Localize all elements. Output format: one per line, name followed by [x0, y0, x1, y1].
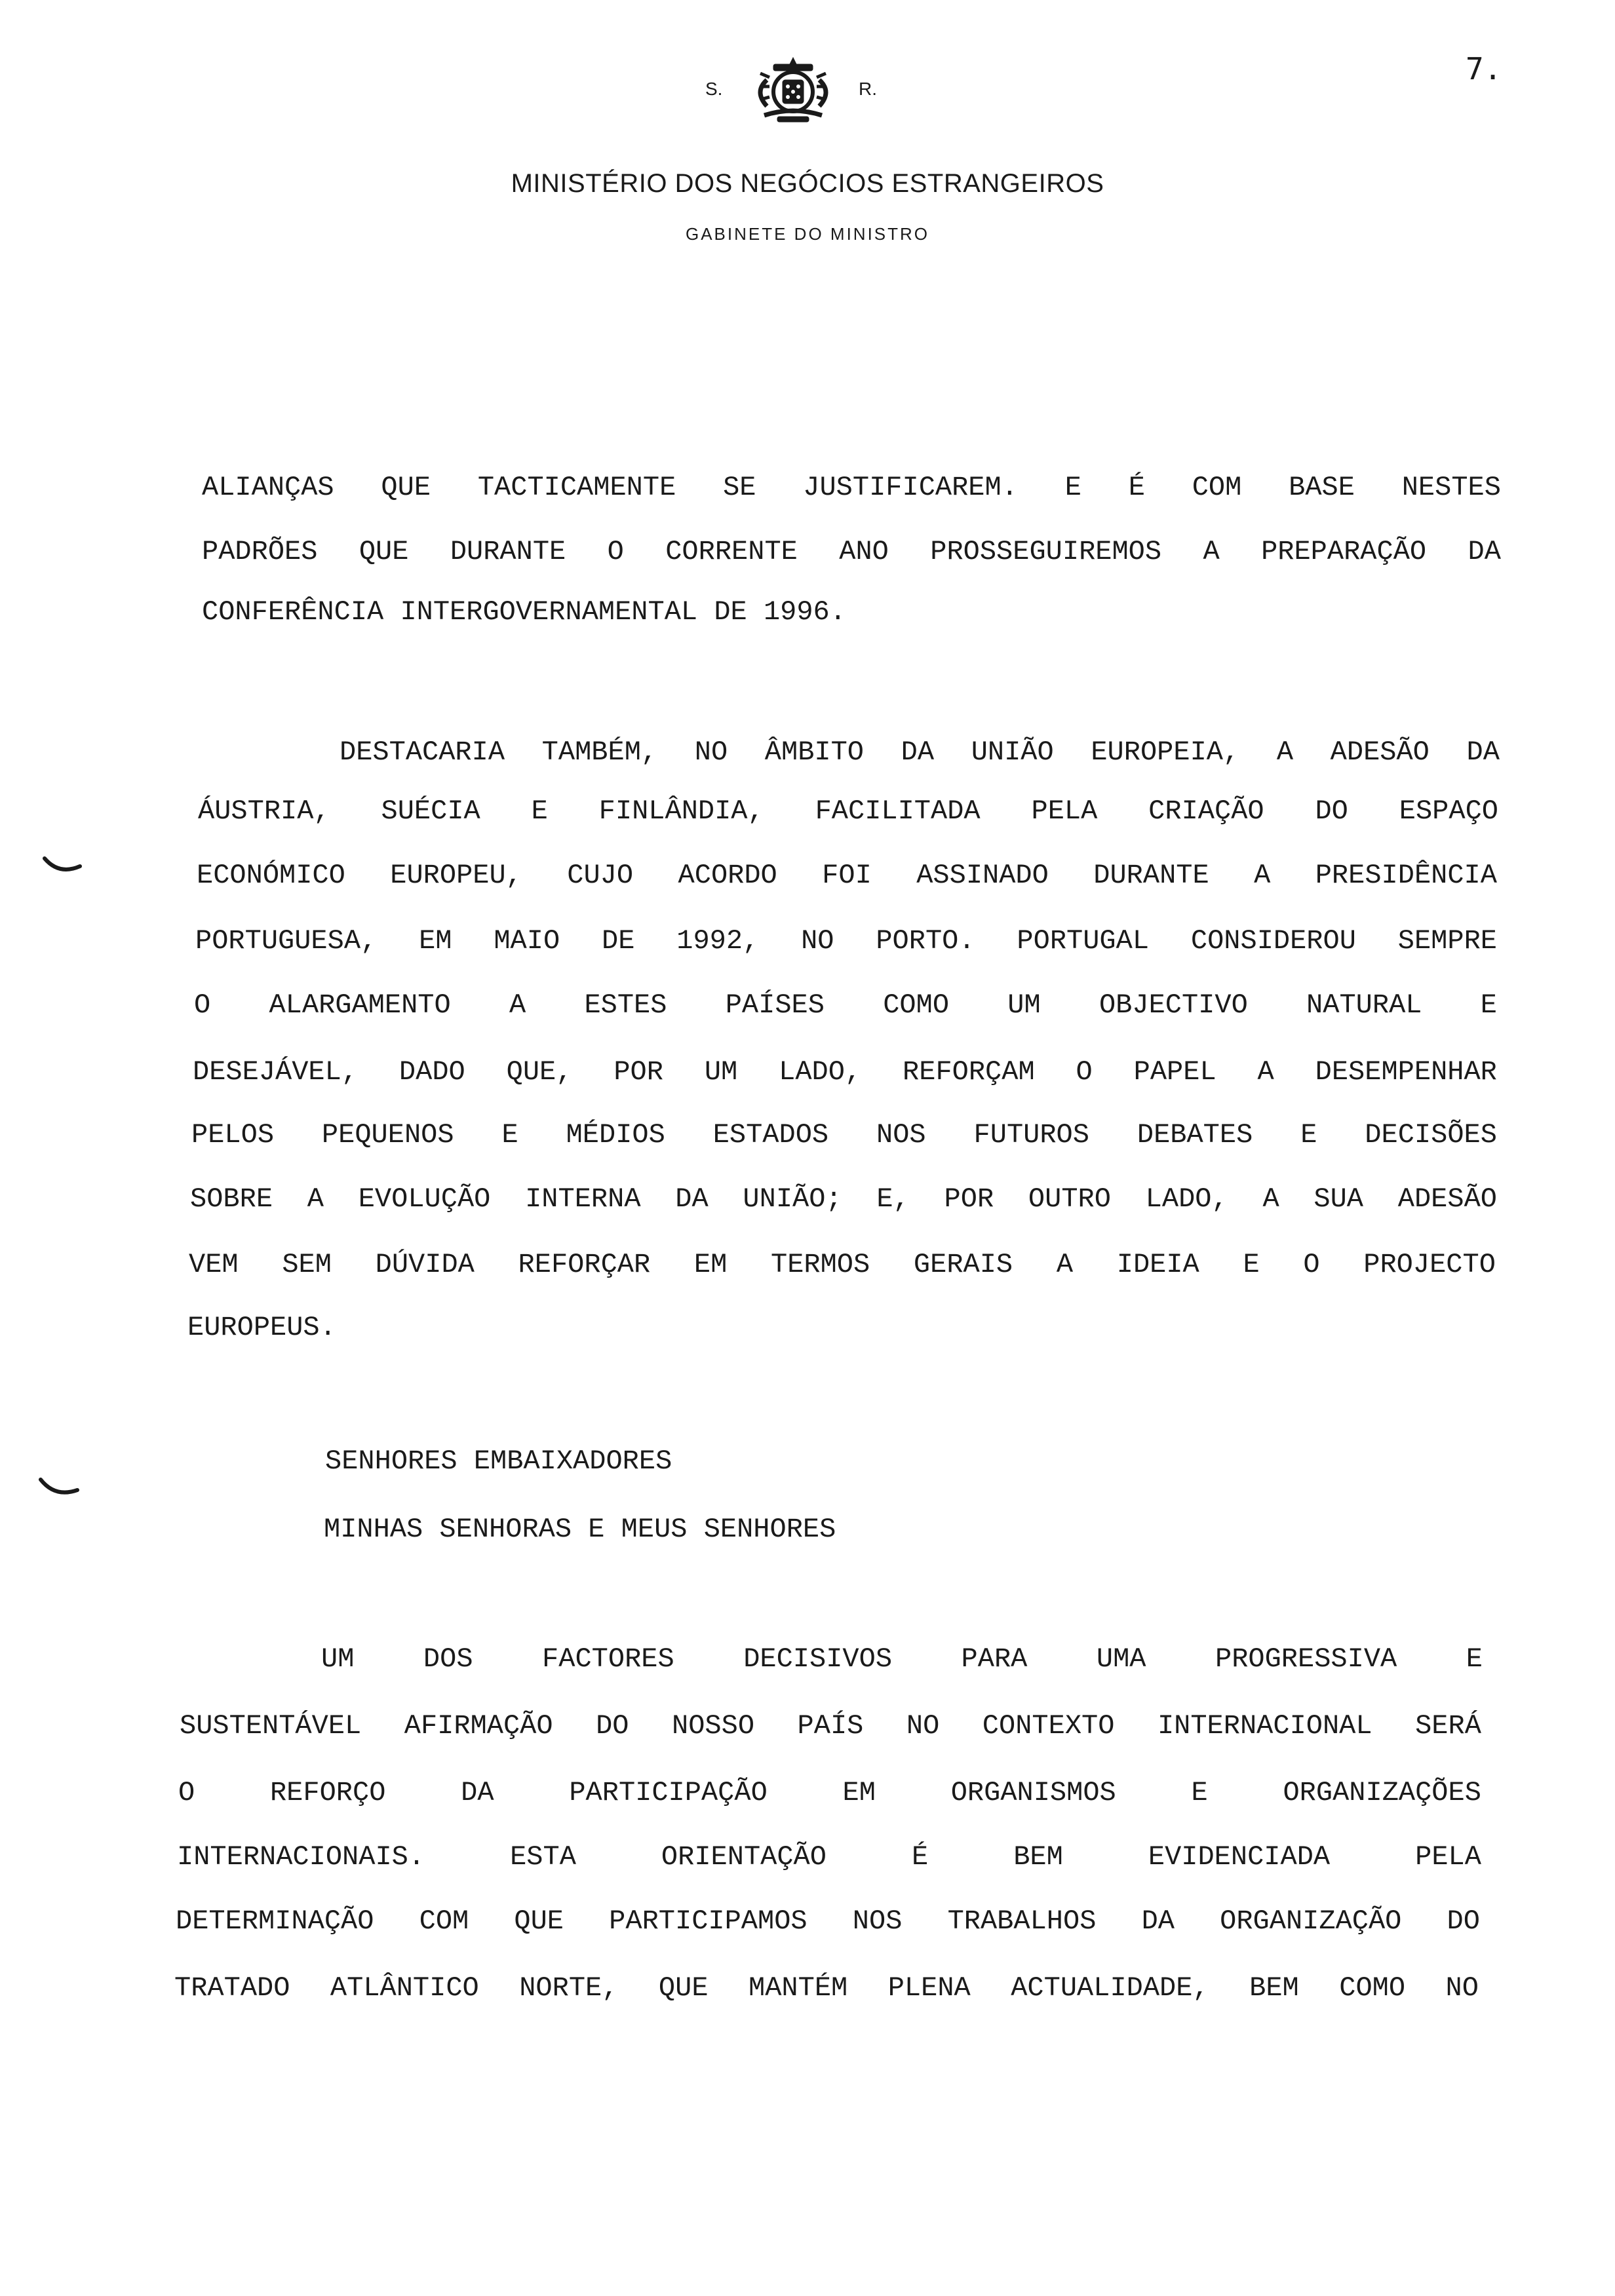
salutation-line: MINHAS SENHORAS E MEUS SENHORES — [324, 1514, 836, 1545]
coat-of-arms-icon — [741, 54, 846, 126]
paragraph-line: ECONÓMICO EUROPEU, CUJO ACORDO FOI ASSINADO DURANTE A PRESIDÊNCIA — [197, 860, 1497, 891]
paragraph-line: VEM SEM DÚVIDA REFORÇAR EM TERMOS GERAIS A IDEIA E O PROJECTO — [189, 1249, 1496, 1280]
paragraph-line: INTERNACIONAIS. ESTA ORIENTAÇÃO É BEM EVIDENCIADA PELA — [177, 1841, 1481, 1873]
margin-mark-icon — [39, 852, 85, 878]
paragraph-line: SUSTENTÁVEL AFIRMAÇÃO DO NOSSO PAÍS NO CONTEXTO INTERNACIONAL SERÁ — [180, 1710, 1481, 1742]
paragraph-line: TRATADO ATLÂNTICO NORTE, QUE MANTÉM PLENA ACTUALIDADE, BEM COMO NO — [174, 1972, 1479, 2004]
paragraph-line: UM DOS FACTORES DECISIVOS PARA UMA PROGRESSIVA E — [321, 1643, 1483, 1675]
margin-mark-icon — [35, 1474, 81, 1501]
paragraph-line: O REFORÇO DA PARTICIPAÇÃO EM ORGANISMOS E ORGANIZAÇÕES — [178, 1777, 1481, 1808]
paragraph-line: PELOS PEQUENOS E MÉDIOS ESTADOS NOS FUTUROS DEBATES E DECISÕES — [191, 1119, 1497, 1151]
salutation-line: SENHORES EMBAIXADORES — [325, 1445, 672, 1477]
crest-letter-left: S. — [705, 79, 723, 99]
letterhead-crest — [0, 54, 1615, 126]
page-number: 7. — [1466, 51, 1502, 86]
paragraph-line: CONFERÊNCIA INTERGOVERNAMENTAL DE 1996. — [202, 596, 846, 628]
paragraph-line: O ALARGAMENTO A ESTES PAÍSES COMO UM OBJECTIVO NATURAL E — [194, 989, 1497, 1021]
ministry-title: MINISTÉRIO DOS NEGÓCIOS ESTRANGEIROS — [511, 169, 1104, 198]
paragraph-line: PORTUGUESA, EM MAIO DE 1992, NO PORTO. PORTUGAL CONSIDEROU SEMPRE — [195, 925, 1497, 957]
cabinet-subtitle: GABINETE DO MINISTRO — [685, 224, 930, 244]
paragraph-line: ALIANÇAS QUE TACTICAMENTE SE JUSTIFICAREM. E É COM BASE NESTES — [202, 472, 1501, 503]
paragraph-line: ÁUSTRIA, SUÉCIA E FINLÂNDIA, FACILITADA PELA CRIAÇÃO DO ESPAÇO — [198, 795, 1498, 827]
paragraph-line: EUROPEUS. — [187, 1312, 336, 1343]
paragraph-line: SOBRE A EVOLUÇÃO INTERNA DA UNIÃO; E, POR OUTRO LADO, A SUA ADESÃO — [190, 1183, 1497, 1215]
paragraph-line: PADRÕES QUE DURANTE O CORRENTE ANO PROSSEGUIREMOS A PREPARAÇÃO DA — [202, 536, 1501, 567]
paragraph-line: DESTACARIA TAMBÉM, NO ÂMBITO DA UNIÃO EUROPEIA, A ADESÃO DA — [340, 737, 1500, 768]
paragraph-line: DESEJÁVEL, DADO QUE, POR UM LADO, REFORÇAM O PAPEL A DESEMPENHAR — [193, 1056, 1497, 1088]
paragraph-line: DETERMINAÇÃO COM QUE PARTICIPAMOS NOS TRABALHOS DA ORGANIZAÇÃO DO — [176, 1905, 1480, 1937]
crest-letter-right: R. — [859, 79, 877, 99]
